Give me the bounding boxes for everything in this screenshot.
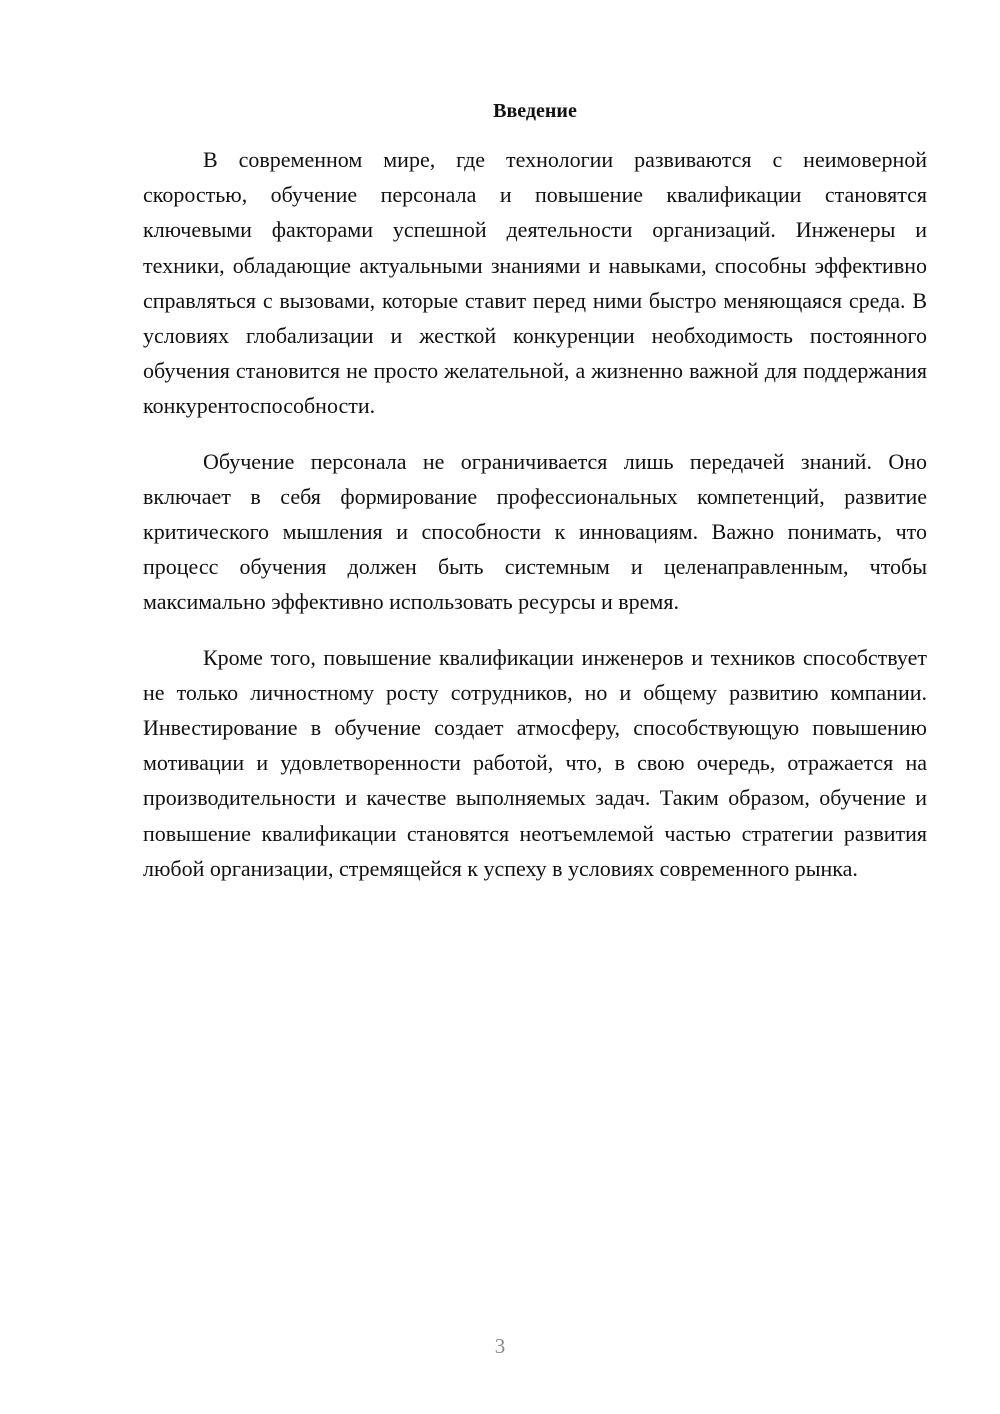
paragraph-1: В современном мире, где технологии развиваются с неимоверной скоростью, обучение персонала и повышение квалификации становятся ключевыми факторами успешной деятельности организаций. Инженеры и техники, обладающие актуальными знаниями и навыками, способны эффективно справляться с вызовами, которые ставит перед ними быстро меняющаяся среда. В условиях глобализации и жесткой конкуренции необходимость постоянного обучения становится не просто желательной, а жизненно важной для поддержания конкурентоспособности. xyxy=(143,147,927,419)
page-number: 3 xyxy=(494,1334,506,1358)
paragraph-3: Кроме того, повышение квалификации инженеров и техников способствует не только личностному росту сотрудников, но и общему развитию компании. Инвестирование в обучение создает атмосферу, способствующую повышению мотивации и удовлетворенности работой, что, в свою очередь, отражается на производительности и качестве выполняемых задач. Таким образом, обучение и повышение квалификации становятся неотъемлемой частью стратегии развития любой организации, стремящейся к успеху в условиях современного рынка. xyxy=(143,644,927,881)
page-content xyxy=(143,96,927,906)
section-title: Введение xyxy=(493,100,577,122)
paragraph-2: Обучение персонала не ограничивается лишь передачей знаний. Оно включает в себя формирование профессиональных компетенций, развитие критического мышления и способности к инновациям. Важно понимать, что процесс обучения должен быть системным и целенаправленным, чтобы максимально эффективно использовать ресурсы и время. xyxy=(143,448,927,615)
